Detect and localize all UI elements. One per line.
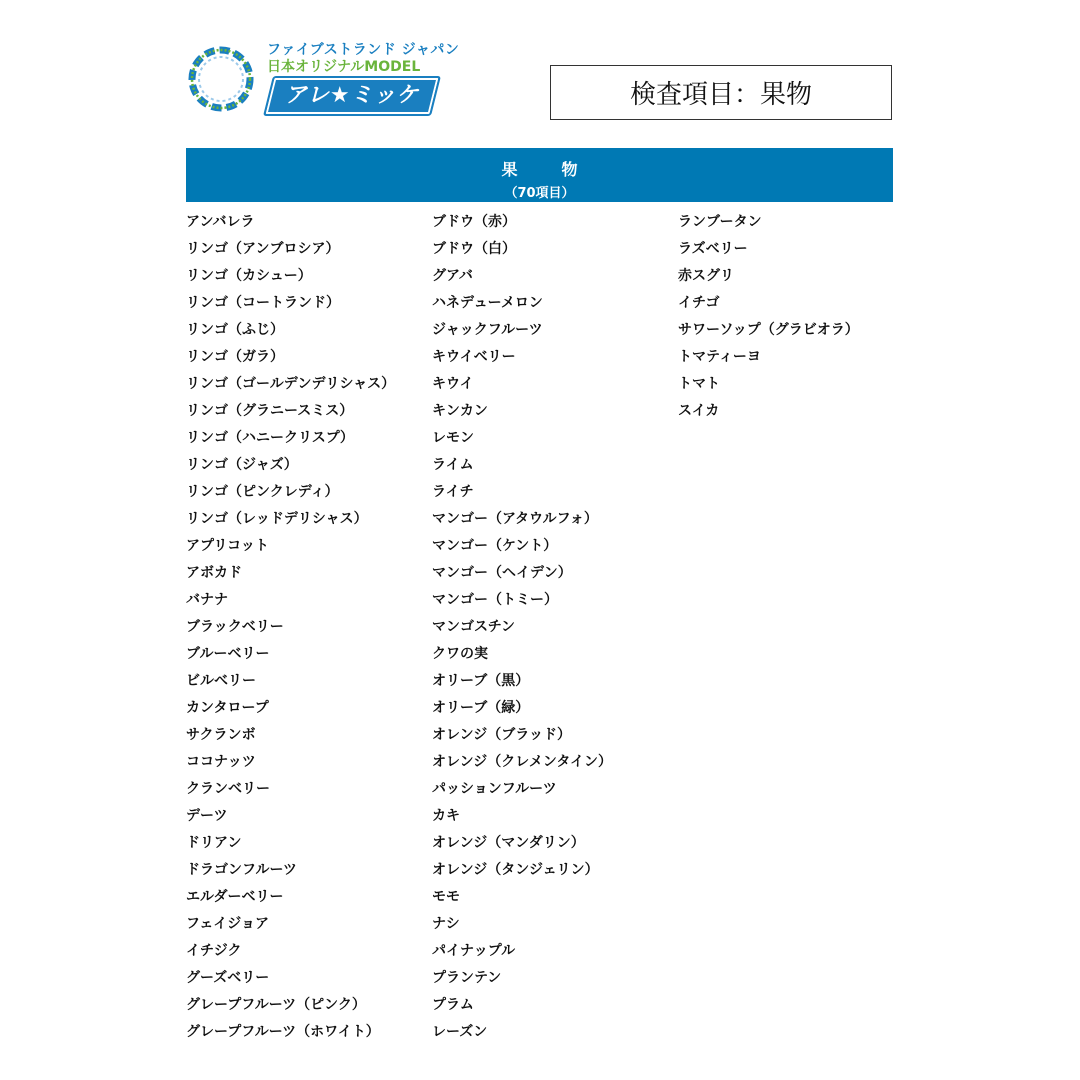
- list-item: オレンジ（クレメンタイン）: [432, 754, 613, 770]
- list-item: キウイ: [432, 376, 474, 392]
- list-item: グーズベリー: [186, 970, 270, 986]
- section-count: （70項目）: [504, 186, 575, 201]
- list-item: 赤スグリ: [678, 268, 734, 284]
- list-item: プラム: [432, 997, 474, 1013]
- list-item: ブラックベリー: [186, 619, 284, 635]
- item-column-1: [186, 213, 395, 1050]
- list-item: アンバレラ: [186, 214, 255, 230]
- list-item: ブドウ（白）: [432, 241, 516, 257]
- list-item: オリーブ（黒）: [432, 673, 530, 689]
- list-item: サクランボ: [186, 727, 256, 743]
- list-item: オレンジ（タンジェリン）: [432, 862, 599, 878]
- list-item: アプリコット: [186, 538, 269, 554]
- list-item: マンゴー（アタウルフォ）: [432, 511, 598, 527]
- list-item: ライチ: [432, 484, 474, 500]
- list-item: リンゴ（グラニースミス）: [186, 403, 354, 419]
- list-item: リンゴ（カシュー）: [186, 268, 312, 284]
- brand-logo: [184, 38, 464, 122]
- list-item: カキ: [432, 808, 460, 824]
- list-item: リンゴ（ジャズ）: [186, 457, 298, 473]
- list-item: レーズン: [432, 1024, 488, 1040]
- list-item: カンタロープ: [186, 700, 269, 716]
- list-item: マンゴー（ヘイデン）: [432, 565, 572, 581]
- list-item: ドラゴンフルーツ: [186, 862, 297, 878]
- list-item: ビルベリー: [186, 673, 256, 689]
- item-column-3: [678, 213, 859, 429]
- list-item: キウイベリー: [432, 349, 516, 365]
- list-item: デーツ: [186, 808, 228, 824]
- list-item: アボカド: [186, 565, 242, 581]
- brand-tagline: 日本オリジナルMODEL: [267, 59, 421, 75]
- list-item: リンゴ（レッドデリシャス）: [186, 511, 368, 527]
- section-header: [186, 148, 893, 202]
- list-item: オリーブ（緑）: [432, 700, 530, 716]
- list-item: リンゴ（ハニークリスプ）: [186, 430, 354, 446]
- list-item: サワーソップ（グラビオラ）: [678, 322, 859, 338]
- list-item: ラズベリー: [678, 241, 748, 257]
- list-item: リンゴ（ガラ）: [186, 349, 284, 365]
- list-item: リンゴ（ふじ）: [186, 322, 284, 338]
- dna-ring-icon: [184, 42, 258, 116]
- list-item: グレープフルーツ（ピンク）: [186, 997, 366, 1013]
- list-item: ライム: [432, 457, 474, 473]
- list-item: イチジク: [186, 943, 242, 959]
- list-item: イチゴ: [678, 295, 720, 311]
- list-item: ランブータン: [678, 214, 762, 230]
- list-item: ナシ: [432, 916, 460, 932]
- list-item: リンゴ（ゴールデンデリシャス）: [186, 376, 396, 392]
- list-item: リンゴ（コートランド）: [186, 295, 340, 311]
- brand-name: ファイブストランド ジャパン: [267, 42, 460, 58]
- list-item: ブドウ（赤）: [432, 214, 516, 230]
- list-item: オレンジ（ブラッド）: [432, 727, 572, 743]
- item-column-2: [432, 213, 612, 1050]
- list-item: レモン: [432, 430, 474, 446]
- list-item: クランベリー: [186, 781, 270, 797]
- list-item: トマト: [678, 376, 720, 392]
- list-item: プランテン: [432, 970, 502, 986]
- list-item: ジャックフルーツ: [432, 322, 543, 338]
- list-item: キンカン: [432, 403, 488, 419]
- list-item: リンゴ（ピンクレディ）: [186, 484, 339, 500]
- list-item: バナナ: [186, 592, 228, 608]
- list-item: ココナッツ: [186, 754, 256, 770]
- list-item: パッションフルーツ: [432, 781, 557, 797]
- product-badge: [263, 76, 441, 116]
- list-item: マンゴスチン: [432, 619, 516, 635]
- list-item: グレープフルーツ（ホワイト）: [186, 1024, 380, 1040]
- list-item: オレンジ（マンダリン）: [432, 835, 585, 851]
- list-item: ドリアン: [186, 835, 242, 851]
- product-name: アレ★ミッケ: [284, 83, 420, 108]
- list-item: トマティーヨ: [678, 349, 761, 365]
- list-item: ブルーベリー: [186, 646, 270, 662]
- list-item: エルダーベリー: [186, 889, 284, 905]
- page-title: 検査項目：果物: [550, 65, 892, 120]
- list-item: マンゴー（トミー）: [432, 592, 558, 608]
- list-item: リンゴ（アンブロシア）: [186, 241, 340, 257]
- section-heading: 果 物: [501, 160, 592, 179]
- list-item: マンゴー（ケント）: [432, 538, 558, 554]
- list-item: クワの実: [432, 646, 488, 662]
- list-item: グアバ: [432, 268, 473, 284]
- list-item: フェイジョア: [186, 916, 270, 932]
- list-item: スイカ: [678, 403, 720, 419]
- list-item: パイナップル: [432, 943, 516, 959]
- list-item: モモ: [432, 889, 460, 905]
- list-item: ハネデューメロン: [432, 295, 543, 311]
